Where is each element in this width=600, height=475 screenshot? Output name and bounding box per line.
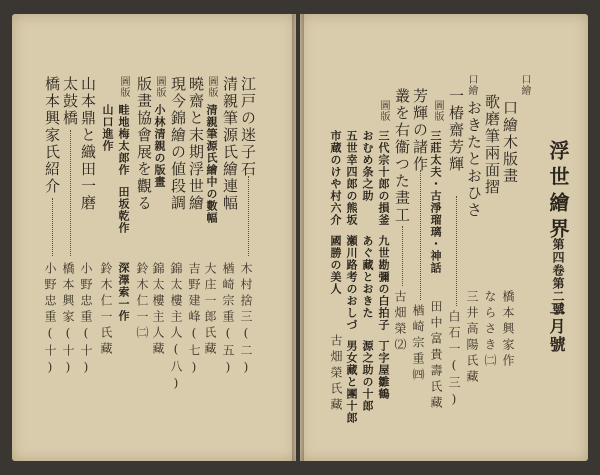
toc-plate-item: あぐ藏とおきた xyxy=(361,235,374,319)
toc-entry-author: 鈴木仁一氏藏 xyxy=(99,262,113,358)
toc-plate-item: 國勝の美人 xyxy=(329,235,342,295)
kuchie-label: 口繪 xyxy=(466,74,477,96)
toc-entry-subtitle: 畦地梅太郎作 xyxy=(117,104,130,176)
toc-entry-title: 橋本興家氏紹介 xyxy=(43,76,61,195)
leader-dots xyxy=(52,198,53,256)
toc-plate-item: 五世幸四郎の熊坂 xyxy=(345,130,358,226)
toc-entry-author: 白石一(三) xyxy=(447,310,461,410)
toc-entry-title: 太鼓橋 xyxy=(61,76,79,127)
toc-entry-subtitle: 小林清親の版畫 xyxy=(153,104,166,188)
toc-entry-author: 小野忠重(十) xyxy=(79,262,93,378)
toc-entry-title: 版畫協會展を觀る xyxy=(135,76,153,212)
toc-plate-item: 三代宗十郎の損釜 xyxy=(377,130,390,226)
toc-entry-subtitle: 深澤索一作 xyxy=(117,262,130,322)
toc-entry-author: 大庄一郎氏藏 xyxy=(203,262,217,358)
toc-entry-title: 曉齋と末期浮世繪 xyxy=(187,76,205,212)
zuhan-label: 圖版 xyxy=(118,76,129,98)
toc-entry-title: 清親筆源氏繪連幅 xyxy=(221,76,239,212)
toc-entry-author: 吉野建峰(七) xyxy=(187,262,201,378)
toc-entry-author: 木村捨三(二) xyxy=(239,262,253,378)
toc-entry-author: 古畑榮⑵ xyxy=(393,290,407,354)
toc-entry-author: 橋本興家(十) xyxy=(61,262,75,378)
toc-entry-title: 山本鼎と織田一磨 xyxy=(79,76,97,212)
toc-entry-subtitle: 田坂乾作 xyxy=(117,186,130,234)
toc-entry-author: 三井高陽氏藏 xyxy=(465,290,479,386)
toc-entry-title: 江戸の迷子石 xyxy=(239,76,257,178)
toc-entry-title: 一椿齋芳輝 xyxy=(447,88,465,173)
toc-entry-title: 口繪木版畫 xyxy=(501,100,519,185)
toc-entry-author: 鈴木仁一㈡ xyxy=(135,262,149,342)
leader-dots xyxy=(402,226,403,286)
toc-entry-author: 楢崎宗重(五) xyxy=(221,262,235,378)
right-page xyxy=(300,14,588,461)
toc-entry-author: 錦太樓主人(八) xyxy=(169,262,183,394)
toc-plate-item: 市蔵のけや村六介 xyxy=(329,130,342,226)
toc-plate-item: おむめ条之助 xyxy=(361,130,374,202)
toc-entry-author: 古畑榮氏藏 xyxy=(329,334,343,414)
toc-plate-item: 九世勘彌の白拍子 xyxy=(377,235,390,331)
toc-entry-author: ならさき㈡ xyxy=(483,290,497,370)
leader-dots xyxy=(248,176,249,256)
toc-entry-title: 叢を右衞つた畫工 xyxy=(393,88,411,224)
toc-entry-title: 現今錦繪の値段調 xyxy=(169,76,187,212)
toc-entry-author: 橋本興家作 xyxy=(501,290,515,370)
issue-number: 第四卷第二號 xyxy=(551,238,565,316)
toc-entry-title: おきたとおひさ xyxy=(465,100,483,219)
toc-entry-subtitle: 山口進作 xyxy=(101,104,114,152)
toc-plate-item: 男女藏と團十郎 xyxy=(345,340,358,424)
month-label: 二月號 xyxy=(547,300,566,354)
leader-dots xyxy=(456,196,457,306)
leader-dots xyxy=(70,130,71,256)
toc-entry-author: 楢崎宗重㈣ xyxy=(411,304,425,384)
zuhan-label: 圖版 xyxy=(154,76,165,98)
toc-plate-item: 瀬川路考のおしづ xyxy=(345,235,358,331)
toc-entry-title: 歌磨筆兩面摺 xyxy=(483,94,501,196)
toc-entry-title: 芳輝の諸作 xyxy=(411,88,429,173)
toc-entry-author: 田中富貴壽氏藏 xyxy=(429,300,443,412)
magazine-title: 浮世繪界 xyxy=(546,140,570,244)
toc-plate-item: 源之助の十郎 xyxy=(361,340,374,412)
toc-entry-author: 錦太樓主人藏 xyxy=(151,262,165,358)
toc-entry-author: 小野忠重(十) xyxy=(43,262,57,378)
zuhan-label: 圖版 xyxy=(432,100,443,122)
leader-dots xyxy=(420,170,421,300)
toc-entry-subtitle: 三莊太夫・古淨瑠璃・神話 xyxy=(429,130,442,274)
zuhan-label: 圖版 xyxy=(378,100,389,122)
toc-plate-item: 丁字屋雛鶴 xyxy=(377,340,390,400)
zuhan-label: 圖版 xyxy=(206,76,217,98)
kuchie-label: 口繪 xyxy=(519,74,530,96)
toc-entry-subtitle: 清親筆源氏繪中の數幅 xyxy=(205,104,218,224)
book-gutter xyxy=(292,14,304,461)
